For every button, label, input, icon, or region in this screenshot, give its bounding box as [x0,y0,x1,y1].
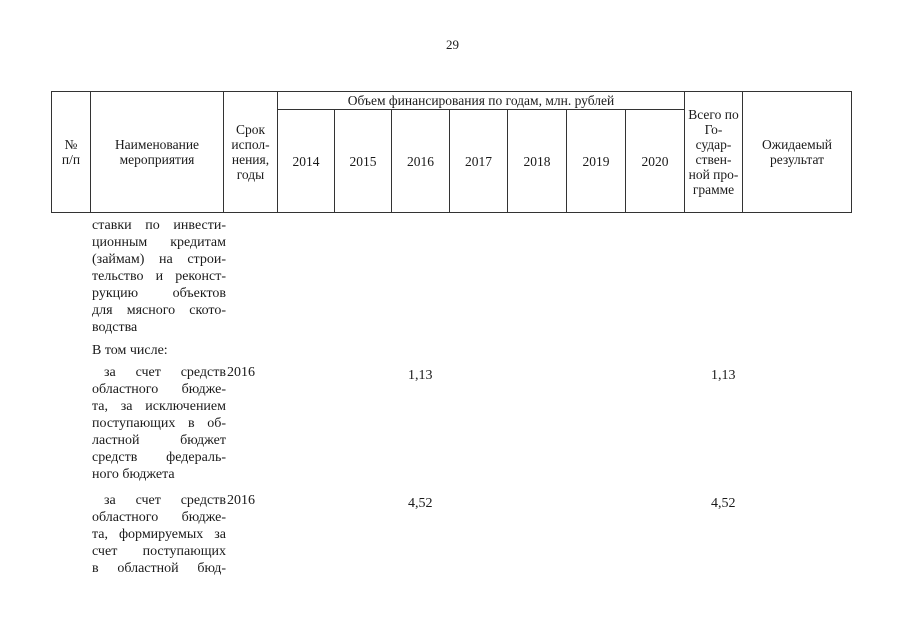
row-value-2016: 1,13 [408,368,433,383]
row-total: 4,52 [711,496,736,511]
header-year: 2019 [567,110,626,213]
row-description: за счет средств областного бюдже- та, за исключением поступающих в об- ластной бюджет средств федераль- ного бюджета [92,365,226,482]
table-header [51,91,852,213]
header-name: Наименование мероприятия [91,92,224,213]
continued-description: ставки по инвести- ционным кредитам (займам) на строи- тельство и реконст- рукцию объектов для мясного ското- водства [92,218,226,335]
header-funding-group: Объем финансирования по годам, млн. рублей [278,92,685,110]
header-result: Ожидаемый результат [743,92,852,213]
header-total: Всего по Го-судар-ствен-ной про-грамме [685,92,743,213]
including-label: В том числе: [92,343,168,358]
header-number: № п/п [52,92,91,213]
row-value-2016: 4,52 [408,496,433,511]
header-term: Срок испол-нения, годы [224,92,278,213]
row-total: 1,13 [711,368,736,383]
page-number: 29 [446,37,459,52]
header-year: 2020 [626,110,685,213]
row-term: 2016 [227,365,255,380]
header-year: 2015 [335,110,392,213]
row-description: за счет средств областного бюдже- та, формируемых за счет поступающих в областной бюд- [92,493,226,576]
header-year: 2017 [450,110,508,213]
header-year: 2018 [508,110,567,213]
header-year: 2014 [278,110,335,213]
row-term: 2016 [227,493,255,508]
header-year: 2016 [392,110,450,213]
